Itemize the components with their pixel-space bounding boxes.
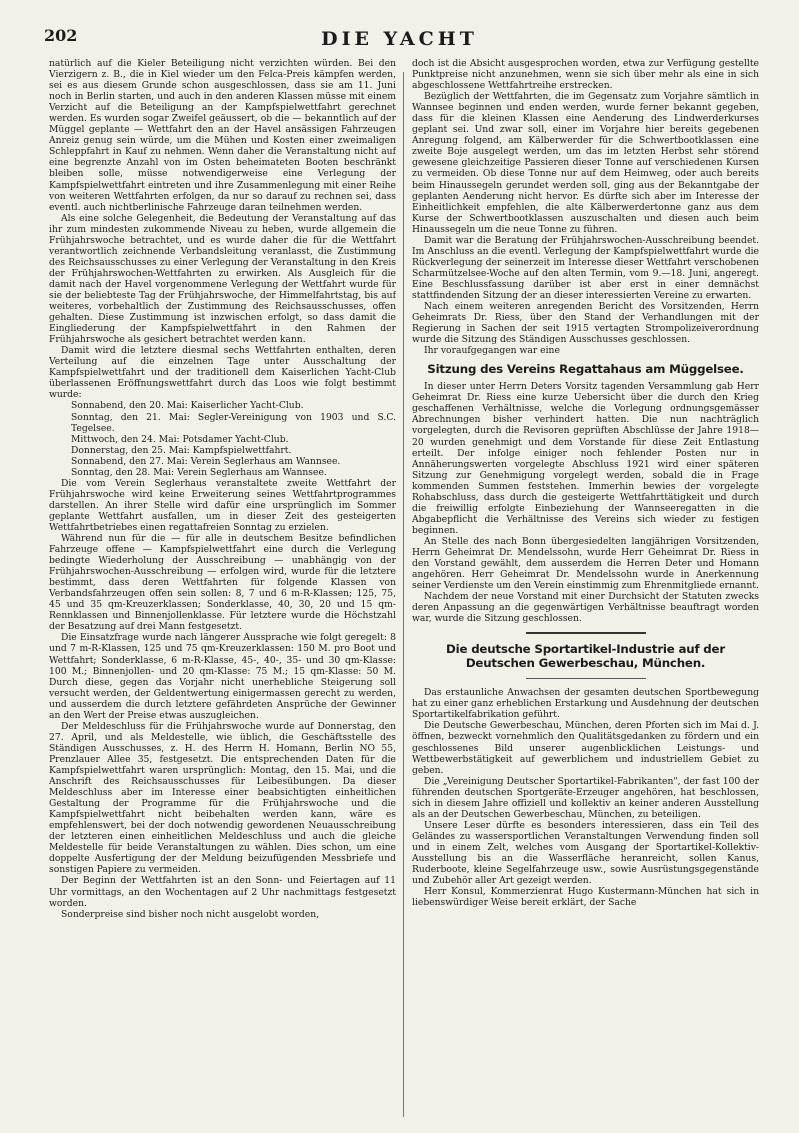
paragraph: Während nun für die — für alle in deutschem Besitze befindlichen Fahrzeuge offene — Kampfspielwettfahrt eine durch die Verlegung bedingte Wiederholung der Ausschreibung — unabhängig von der Frühjahrswochen-Ausschreibung — erfolgen wird, wurde für die letztere bestimmt, dass deren Wettfahrten für folgende Klassen von Verbandsfahrzeugen offen sein sollen: 8, 7 und 6 m-R-Klassen; 125, 75, 45 und 35 qm-Kreuzerklassen; Sonderklasse, 40, 30, 20 und 15 qm-Rennklassen und Binnenjollenklasse. Für letztere wurde die Höchstzahl der Besatzung auf drei Mann festgesetzt.: [49, 533, 396, 633]
paragraph: Damit wird die letztere diesmal sechs Wettfahrten enthalten, deren Verteilung auf die einzelnen Tage unter Ausschaltung der Kampfspielwettfahrt und der traditionell dem Kaiserlichen Yacht-Club überlassenen Eröffnungswettfahrt durch das Loos wie folgt bestimmt wurde:: [49, 345, 396, 401]
schedule-entry: Sonnabend, den 27. Mai: Verein Seglerhaus am Wannsee.: [71, 455, 341, 467]
paragraph: Die Einsatzfrage wurde nach längerer Aussprache wie folgt geregelt: 8 und 7 m-R-Klassen, 125 und 75 qm-Kreuzerklassen: 150 M. pro Boot und Wettfahrt; Sonderklasse, 6 m-R-Klasse, 45-, 40-, 35- und 30 qm-Klasse: 100 M.; Binnenjollen- und 20 qm-Klasse: 75 M.; 15 qm-Klasse: 50 M. Durch diese, gegen das Vorjahr nicht unerhebliche Steigerung soll versucht werden, der Geldentwertung einigermassen gerecht zu werden, und ausserdem die durch letztere gefährdeten Ansprüche der Gewinner an den Wert der Preise etwas auszugleichen.: [49, 632, 396, 721]
paragraph: Nach einem weiteren anregenden Bericht des Vorsitzenden, Herrn Geheimrats Dr. Riess, über den Stand der Verhandlungen mit der Regierung in Sachen der seit 1915 vertagten Strompolizeiverordnung wurde die Sitzung des Ständigen Ausschusses geschlossen.: [412, 301, 759, 346]
schedule-entry: Sonnabend, den 20. Mai: Kaiserlicher Yacht-Club.: [71, 400, 304, 412]
paragraph: Der Meldeschluss für die Frühjahrswoche wurde auf Donnerstag, den 27. April, und als Meldestelle, wie üblich, die Geschäftsstelle des Ständigen Ausschusses, z. H. des Herrn H. Homann, Berlin NO 55, Prenzlauer Allee 35, festgesetzt. Die entsprechenden Daten für die Kampfspielwettfahrt waren ursprünglich: Montag, den 15. Mai, und die Anschrift des Reichsausschusses für Leibesübungen. Da dieser Meldeschluss aber im Interesse einer beabsichtigten einheitlichen Gestaltung der Programme für die Frühjahrswoche und die Kampfspielwettfahrt nicht beibehalten werden kann, wäre es empfehlenswert, bei der doch notwendig gewordenen Neuausschreibung der letzteren einen einheitlichen Meldeschluss und auch die gleiche Meldestelle für beide Veranstaltungen zu wählen. Dies schon, um eine doppelte Ausfertigung der der Meldung beizufügenden Messbriefe und sonstigen Papiere zu vermeiden.: [49, 720, 396, 876]
section-heading: Die deutsche Sportartikel-Industrie auf der Deutschen Gewerbeschau, München.: [446, 642, 725, 671]
paragraph: Herr Konsul, Kommerzienrat Hugo Kustermann-München hat sich in liebenswürdiger Weise bereit erklärt, der Sache: [412, 886, 759, 909]
paragraph: Nachdem der neue Vorstand mit einer Durchsicht der Statuten zwecks deren Anpassung an die gegenwärtigen Verhältnisse beauftragt worden war, wurde die Sitzung geschlossen.: [412, 591, 759, 625]
paragraph: An Stelle des nach Bonn übergesiedelten langjährigen Vorsitzenden, Herrn Geheimrat Dr. Mendelssohn, wurde Herr Geheimrat Dr. Riess in den Vorstand gewählt, dem ausserdem die Herren Deter und Homann angehören. Herr Geheimrat Dr. Mendelssohn wurde in Anerkennung seiner Verdienste um den Verein einstimmig zum Ehrenmitgliede ernannt.: [412, 535, 759, 592]
right-column: [412, 58, 759, 1123]
paragraph: Bezüglich der Wettfahrten, die im Gegensatz zum Vorjahre sämtlich in Wannsee beginnen und enden werden, wurde ferner bekannt gegeben, dass für die kleinen Klassen eine Aenderung des Lindwerderkurses geplant sei. Und zwar soll, einer im Vorjahre hier bereits gegebenen Anregung folgend, am Kälberwerder für die Schwertbootklassen eine zweite Boje ausgelegt werden, um das im letzten Herbst sehr störend gewesene gleichzeitige Passieren dieser Tonne auf verschiedenen Kursen zu vermeiden. Ob diese Tonne nur auf dem Heimweg, oder auch bereits beim Hinaussegeln gerundet werden soll, ging aus der Bekanntgabe der geplanten Aenderung nicht hervor. Es dürfte sich aber im Interesse der Einheitlichkeit empfehlen, die alte Kälberwerdertonne ganz aus dem Kurse der Schwertbootklassen auszuschalten und diesen auch beim Hinaussegeln um die neue Tonne zu führen.: [412, 91, 759, 235]
section-heading: Sitzung des Vereins Regattahaus am Müggelsee.: [427, 362, 744, 377]
paragraph: Damit war die Beratung der Frühjahrswochen-Ausschreibung beendet. Im Anschluss an die eventl. Verlegung der Kampfspielwettfahrt wurde die Rückverlegung der seinerzeit im Interesse dieser Wettfahrt verschobenen Scharmützelsee-Woche auf den alten Termin, vom 9.—18. Juni, angeregt. Eine Beschlussfassung darüber ist aber erst in einer demnächst stattfindenden Sitzung der an dieser interessierten Vereine zu erwarten.: [412, 234, 759, 301]
paragraph: Das erstaunliche Anwachsen der gesamten deutschen Sportbewegung hat zu einer ganz erheblichen Erstarkung und Ausdehnung der deutschen Sportartikelfabrikation geführt.: [412, 687, 759, 721]
section-rule: [526, 678, 646, 679]
paragraph: Ihr voraufgegangen war eine: [424, 345, 560, 357]
paragraph: Unsere Leser dürfte es besonders interessieren, dass ein Teil des Geländes zu wassersportlichen Veranstaltungen Verwendung finden soll und in einem Zelt, welches vom Ausgang der Sportartikel-Kollektiv-Ausstellung bis an die Wasserfläche heranreicht, sollen Kanus, Ruderboote, kleine Segelfahrzeuge usw., sowie Ausrüstungsgegenstände und Zubehör aller Art gezeigt werden.: [412, 819, 759, 887]
paragraph: In dieser unter Herrn Deters Vorsitz tagenden Versammlung gab Herr Geheimrat Dr. Riess eine kurze Uebersicht über die durch den Krieg geschaffenen Verhältnisse, welche die Vorlegung ordnungsgemässer Abrechnungen bisher verhindert hatten. Die nun nachträglich vorgelegten, durch die Revisoren geprüften Abschlüsse der Jahre 1918—20 wurden genehmigt und dem Vorstande für diese Zeit Entlastung erteilt. Der infolge einiger noch fehlender Posten nur in Annäherungswerten vorgelegte Abschluss 1921 wird einer späteren Sitzung zur Genehmigung vorgelegt werden, sobald die in Frage kommenden Summen feststehen. Immerhin bewies der vorgelegte Rohabschluss, dass durch die gesteigerte Wettfahrttätigkeit und durch die freiwillig erfolgte Einbeziehung der Wannseeregatten in die Abgabepflicht die Verhältnisse des Vereins sich wieder zu festigen beginnen.: [412, 381, 759, 536]
running-title: DIE YACHT: [321, 28, 478, 50]
paragraph: doch ist die Absicht ausgesprochen worden, etwa zur Verfügung gestellte Punktpreise nicht anzunehmen, wenn sie sich über mehr als eine in sich abgeschlossene Wettfahrtreihe erstrecken.: [412, 58, 759, 92]
paragraph: Die Deutsche Gewerbeschau, München, deren Pforten sich im Mai d. J. öffnen, bezweckt vornehmlich den Qualitätsgedanken zu fördern und ein geschlossenes Bild unserer augenblicklichen Leistungs- und Wettbewerbstätigkeit auf gewerblichem und industriellem Gebiet zu geben.: [412, 720, 759, 776]
paragraph: Der Beginn der Wettfahrten ist an den Sonn- und Feiertagen auf 11 Uhr vormittags, an den Wochentagen auf 2 Uhr nachmittags festgesetzt worden.: [49, 875, 396, 909]
paragraph: natürlich auf die Kieler Beteiligung nicht verzichten würden. Bei den Vierzigern z. B., die in Kiel wieder um den Felca-Preis kämpfen werden, sei es aus diesem Grunde schon ausgeschlossen, dass sie am 11. Juni noch in Berlin starten, und auch in den anderen Klassen müsse mit einem Verzicht auf die Beteiligung an der Kampfspielwettfahrt gerechnet werden. Es wurden sogar Zweifel geäussert, ob die — bekanntlich auf der Müggel geplante — Wettfahrt den an der Havel ansässigen Fahrzeugen Anreiz genug sein würde, um die Mühen und Kosten einer zweimaligen Schleppfahrt in Kauf zu nehmen. Wenn daher die Veranstaltung nicht auf eine begrenzte Anzahl von im Osten beheimateten Booten beschränkt bleiben solle, müsse notwendigerweise eine Verlegung der Kampfspielwettfahrt eintreten und ihre Zusammenlegung mit einer Reihe von weiteren Wettfahrten erfolgen, da nur so darauf zu rechnen sei, dass eventl. auch nichtberlinische Fahrzeuge daran teilnehmen werden.: [49, 58, 396, 213]
schedule-entry: Mittwoch, den 24. Mai: Potsdamer Yacht-Club.: [71, 433, 289, 445]
paragraph: Die vom Verein Seglerhaus veranstaltete zweite Wettfahrt der Frühjahrswoche wird keine Erweiterung seines Wettfahrtprogrammes darstellen. An ihrer Stelle wird dafür eine ursprünglich im Sommer geplante Wettfahrt ausfallen, um in dieser Zeit des gesteigerten Wettfahrtbetriebes einen regattafreien Sonntag zu erzielen.: [49, 477, 396, 533]
paragraph: Die „Vereinigung Deutscher Sportartikel-Fabrikanten", der fast 100 der führenden deutschen Sportgeräte-Erzeuger angehören, hat beschlossen, sich in diesem Jahre offiziell und kollektiv an keiner anderen Ausstellung als an der Deutschen Gewerbeschau, München, zu beteiligen.: [412, 775, 759, 820]
section-rule: [526, 632, 646, 634]
regatta-schedule: [71, 400, 396, 477]
column-divider: [403, 72, 404, 1117]
paragraph: Als eine solche Gelegenheit, die Bedeutung der Veranstaltung auf das ihr zum mindesten zukommende Niveau zu heben, wurde allgemein die Frühjahrswoche betrachtet, und es wurde daher die für die Wettfahrt verantwortlich zeichnende Verbandsleitung veranlasst, die Zustimmung des Reichsausschusses zu einer Verlegung der Veranstaltung in den Kreis der Frühjahrswochen-Wettfahrten zu erwirken. Als Ausgleich für die damit nach der Havel vorgenommene Verlegung der Wettfahrt wurde für sie der beliebteste Tag der Frühjahrswoche, der Himmelfahrtstag, bis auf weiteres, vorbehaltlich der Zustimmung des Reichsausschusses, offen gehalten. Diese Zustimmung ist inzwischen erfolgt, so dass damit die Eingliederung der Kampfspielwettfahrt in den Rahmen der Frühjahrswoche als gesichert betrachtet werden kann.: [49, 212, 396, 346]
page-number: 202: [44, 26, 78, 45]
schedule-entry: Sonntag, den 28. Mai: Verein Seglerhaus am Wannsee.: [71, 466, 327, 478]
left-column: [49, 58, 396, 1115]
schedule-entry: Sonntag, den 21. Mai: Segler-Vereinigung von 1903 und S.C. Tegelsee.: [71, 411, 396, 434]
paragraph: Sonderpreise sind bisher noch nicht ausgelobt worden,: [61, 908, 320, 920]
schedule-entry: Donnerstag, den 25. Mai: Kampfspielwettfahrt.: [71, 444, 292, 456]
